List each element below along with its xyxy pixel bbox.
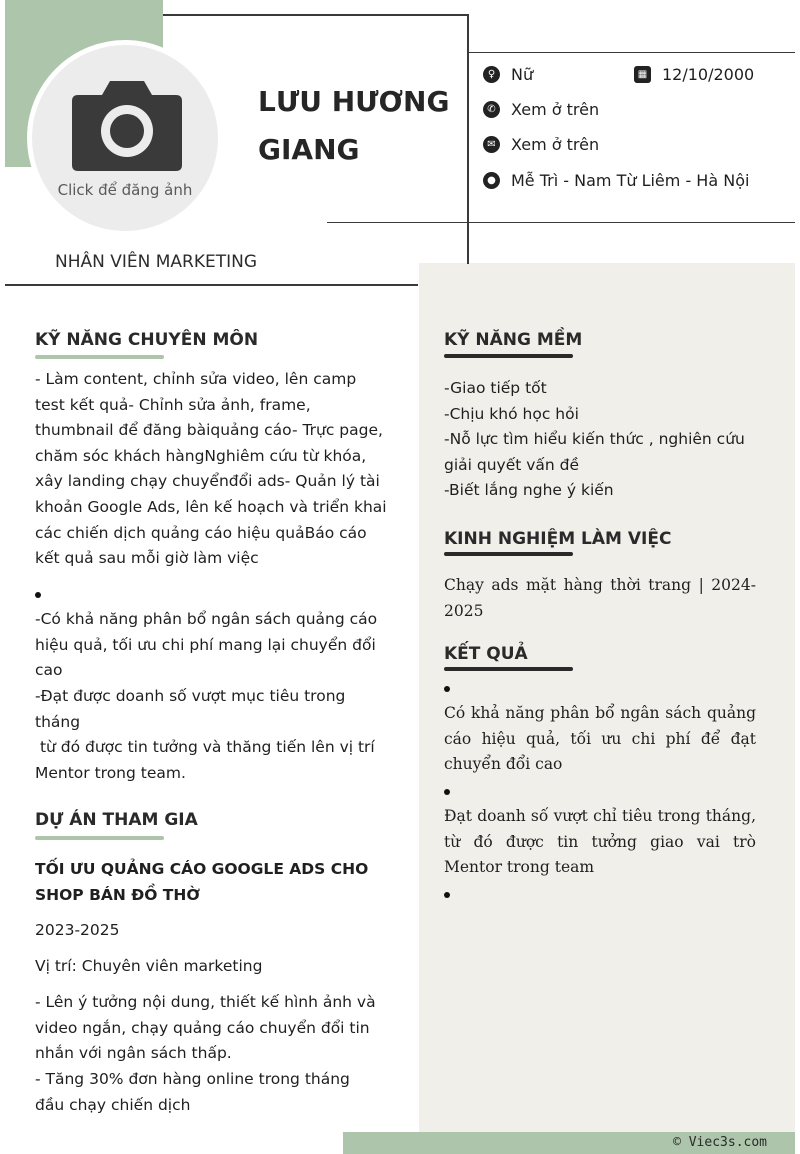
birthdate-value: 12/10/2000	[662, 65, 755, 84]
email-value: Xem ở trên	[511, 135, 600, 154]
camera-icon	[68, 73, 186, 173]
gender-icon: ♀	[483, 66, 500, 83]
contact-top-line	[469, 52, 795, 53]
soft-skills-list	[444, 376, 756, 504]
project-period: 2023-2025	[35, 921, 120, 939]
contact-gender	[483, 65, 533, 84]
phone-value: Xem ở trên	[511, 100, 600, 119]
results-underline	[444, 667, 573, 671]
results-item-1: Có khả năng phân bổ ngân sách quảng cáo hiệu quả, tối ưu chi phí để đạt chuyển đổi cao	[444, 704, 756, 774]
professional-skills-item-2: -Đạt được doanh số vượt mục tiêu trong tháng	[35, 687, 346, 731]
results-item-2: Đạt doanh số vượt chỉ tiêu trong tháng, từ đó được tin tưởng giao vai trò Mentor trong team	[444, 807, 756, 877]
professional-skills-title: KỸ NĂNG CHUYÊN MÔN	[35, 330, 259, 350]
professional-skills-paragraph: - Làm content, chỉnh sửa video, lên camp test kết quả- Chỉnh sửa ảnh, frame, thumbnail để đăng bàiquảng cáo- Trực page, chăm sóc khách hàngNghiêm cứu từ khóa, xây landing chạy chuyểnđổi ads- Quản lý tài khoản Google Ads, lên kế hoạch và triển khai các chiến dịch quảng cáo hiệu quảBáo cáo kết quả sau mỗi giờ làm việc	[35, 370, 387, 568]
project-position: Vị trí: Chuyên viên marketing	[35, 957, 263, 975]
location-icon: ●	[483, 172, 500, 189]
photo-upload-caption: Click để đăng ảnh	[57, 181, 193, 199]
experience-underline	[444, 552, 573, 556]
name-line-1: LƯU HƯƠNG	[258, 85, 450, 118]
calendar-icon: ▦	[634, 66, 651, 83]
contact-bottom-line	[327, 222, 795, 223]
profile-photo-placeholder[interactable]	[27, 40, 223, 236]
contact-birthdate	[634, 65, 754, 84]
experience-title: KINH NGHIỆM LÀM VIỆC	[444, 529, 672, 549]
bullet-point	[444, 686, 450, 692]
email-icon: ✉	[483, 136, 500, 153]
full-name	[258, 78, 458, 174]
professional-skills-underline	[35, 355, 164, 359]
job-title: NHÂN VIÊN MARKETING	[55, 252, 258, 272]
soft-skill-item: -Chịu khó học hỏi	[444, 404, 579, 423]
soft-skill-item: -Nỗ lực tìm hiểu kiến thức , nghiên cứu giải quyết vấn đề	[444, 430, 745, 474]
project-name: TỐI ƯU QUẢNG CÁO GOOGLE ADS CHO SHOP BÁN ĐỒ THỜ	[35, 860, 369, 904]
header-top-line	[163, 14, 469, 16]
project-detail-2: - Tăng 30% đơn hàng online trong tháng đầu chạy chiến dịch	[35, 1070, 350, 1114]
footer-copyright: © Viec3s.com	[673, 1135, 767, 1150]
contact-address	[483, 171, 749, 190]
header-bottom-line	[5, 284, 418, 286]
projects-title: DỰ ÁN THAM GIA	[35, 810, 198, 830]
soft-skill-item: -Biết lắng nghe ý kiến	[444, 481, 614, 500]
soft-skills-underline	[444, 354, 573, 358]
project-detail-1: - Lên ý tưởng nội dung, thiết kế hình ảnh và video ngắn, chạy quảng cáo chuyển đổi tin nhắn với ngân sách thấp.	[35, 993, 376, 1063]
bullet-point	[444, 789, 450, 795]
projects-underline	[35, 836, 164, 840]
gender-value: Nữ	[511, 65, 534, 84]
professional-skills-item-3: từ đó được tin tưởng và thăng tiến lên vị trí Mentor trong team.	[35, 738, 380, 782]
results-title: KẾT QUẢ	[444, 644, 528, 664]
contact-email	[483, 135, 599, 154]
soft-skill-item: -Giao tiếp tốt	[444, 379, 547, 397]
soft-skills-title: KỸ NĂNG MỀM	[444, 330, 583, 350]
professional-skills-item-1: -Có khả năng phân bổ ngân sách quảng cáo hiệu quả, tối ưu chi phí mang lại chuyển đổi cao	[35, 610, 378, 680]
footer-bar	[343, 1132, 795, 1154]
phone-icon: ✆	[483, 101, 500, 118]
contact-phone	[483, 100, 599, 119]
bullet-point	[444, 892, 450, 898]
experience-entry: Chạy ads mặt hàng thời trang | 2024-2025	[444, 576, 756, 620]
address-value: Mễ Trì - Nam Từ Liêm - Hà Nội	[511, 171, 750, 190]
name-line-2: GIANG	[258, 133, 360, 166]
bullet-point	[35, 592, 41, 598]
